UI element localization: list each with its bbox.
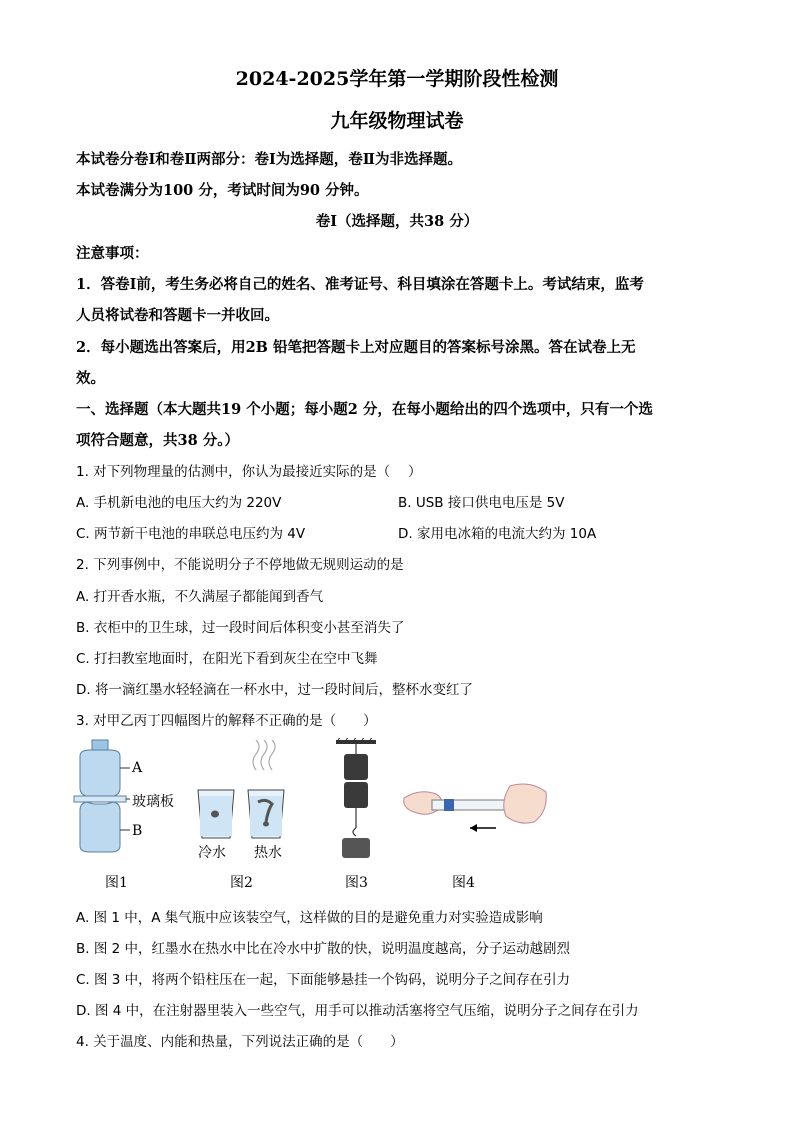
section-heading: 卷Ⅰ（选择题，共38 分） — [315, 213, 479, 230]
note-2-line-b: 效。 — [76, 370, 105, 387]
part1-heading-b: 项符合题意，共38 分。） — [76, 432, 239, 449]
intro-line-1: 本试卷分卷Ⅰ和卷Ⅱ两部分：卷Ⅰ为选择题，卷Ⅱ为非选择题。 — [76, 151, 463, 168]
q2-option-c: C. 打扫教室地面时，在阳光下看到灰尘在空中飞舞 — [76, 651, 378, 667]
q2-option-a: A. 打开香水瓶，不久满屋子都能闻到香气 — [76, 589, 324, 605]
q2-stem: 2. 下列事例中，不能说明分子不停地做无规则运动的是 — [76, 557, 404, 573]
exam-title: 2024-2025学年第一学期阶段性检测 — [235, 68, 559, 90]
q3-stem: 3. 对甲乙丙丁四幅图片的解释不正确的是（ ） — [76, 713, 377, 729]
q1-stem: 1. 对下列物理量的估测中，你认为最接近实际的是（ ） — [76, 464, 422, 480]
q1-option-b: B. USB 接口供电电压是 5V — [398, 495, 565, 511]
q3-option-b: B. 图 2 中，红墨水在热水中比在冷水中扩散的快，说明温度越高，分子运动越剧烈 — [76, 941, 571, 957]
figure-caption-2: 图2 — [230, 875, 253, 891]
figure-caption-4: 图4 — [452, 875, 475, 891]
q3-figure — [70, 738, 550, 893]
gas-bottles-figure — [70, 738, 130, 858]
figure1-label-a: A — [132, 760, 143, 776]
q3-option-c: C. 图 3 中，将两个铅柱压在一起，下面能够悬挂一个钩码，说明分子之间存在引力 — [76, 972, 571, 988]
notes-heading: 注意事项： — [76, 245, 149, 262]
q1-option-a: A. 手机新电池的电压大约为 220V — [76, 495, 282, 511]
q1-option-d: D. 家用电冰箱的电流大约为 10A — [398, 526, 597, 542]
q4-stem: 4. 关于温度、内能和热量，下列说法正确的是（ ） — [76, 1034, 404, 1050]
figure-caption-3: 图3 — [345, 875, 368, 891]
exam-subtitle: 九年级物理试卷 — [330, 110, 464, 132]
beakers-figure — [194, 740, 294, 840]
q1-option-c: C. 两节新干电池的串联总电压约为 4V — [76, 526, 306, 542]
figure1-label-b: B — [132, 823, 143, 839]
q3-option-a: A. 图 1 中，A 集气瓶中应该装空气，这样做的目的是避免重力对实验造成影响 — [76, 910, 543, 926]
part1-heading-a: 一、选择题（本大题共19 个小题；每小题2 分，在每小题给出的四个选项中，只有一个选 — [76, 401, 653, 418]
figure2-label-hot: 热水 — [254, 845, 282, 861]
figure2-label-cold: 冷水 — [198, 845, 226, 861]
intro-line-2: 本试卷满分为100 分，考试时间为90 分钟。 — [76, 182, 369, 199]
figure1-label-glass: 玻璃板 — [132, 794, 174, 810]
syringe-figure — [400, 778, 548, 848]
q2-option-b: B. 衣柜中的卫生球，过一段时间后体积变小甚至消失了 — [76, 620, 405, 636]
note-1-line-b: 人员将试卷和答题卡一并收回。 — [76, 307, 279, 324]
note-2-line-a: 2．每小题选出答案后，用2B 铅笔把答题卡上对应题目的答案标号涂黑。答在试卷上无 — [76, 339, 636, 356]
q3-option-d: D. 图 4 中，在注射器里装入一些空气，用手可以推动活塞将空气压缩，说明分子之间存在引力 — [76, 1003, 639, 1019]
note-1-line-a: 1．答卷Ⅰ前，考生务必将自己的姓名、准考证号、科目填涂在答题卡上。考试结束，监考 — [76, 276, 644, 293]
q2-option-d: D. 将一滴红墨水轻轻滴在一杯水中，过一段时间后，整杯水变红了 — [76, 682, 473, 698]
figure-caption-1: 图1 — [105, 875, 128, 891]
lead-cylinders-figure — [334, 738, 378, 862]
